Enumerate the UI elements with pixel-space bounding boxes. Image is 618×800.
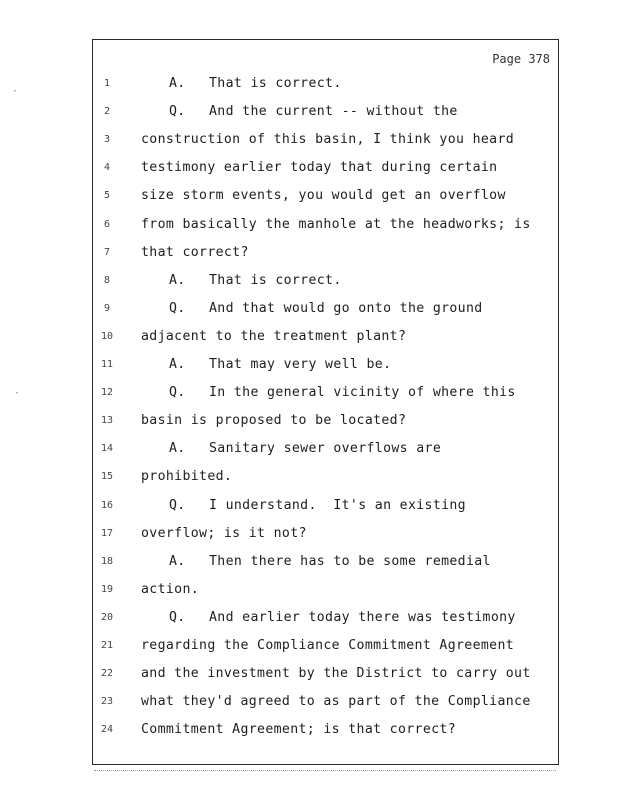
line-content: That may very well be.: [209, 357, 392, 372]
speaker-label: A.: [169, 272, 186, 288]
line-content: action.: [141, 581, 200, 597]
speaker-label: A.: [169, 76, 186, 91]
transcript-line: [93, 582, 560, 602]
line-number: 12: [100, 387, 114, 399]
transcript-line: [93, 245, 560, 265]
line-number: 7: [103, 246, 111, 258]
line-number: 20: [100, 611, 114, 623]
page-number: Page 378: [492, 52, 550, 66]
line-text: [169, 104, 458, 119]
line-number: 17: [100, 527, 114, 539]
transcript-line: [93, 76, 560, 96]
line-text: [169, 385, 516, 400]
line-content: prohibited.: [141, 469, 233, 485]
transcript-line: [93, 610, 560, 630]
line-content: construction of this basin, I think you heard: [141, 132, 515, 148]
line-number: 14: [100, 443, 114, 455]
transcript-line: [93, 301, 560, 321]
line-number: 2: [103, 106, 111, 118]
line-text: [141, 188, 506, 203]
speaker-label: Q.: [169, 104, 186, 120]
line-text: [141, 694, 531, 709]
line-number: 13: [100, 415, 114, 427]
speaker-label: A.: [169, 441, 186, 457]
transcript-line: [93, 469, 560, 489]
scan-speck: ·: [14, 388, 21, 399]
speaker-label: Q.: [169, 609, 186, 625]
line-content: Commitment Agreement; is that correct?: [141, 722, 457, 738]
speaker-label: A.: [169, 553, 186, 569]
line-text: [141, 469, 232, 484]
line-content: I understand. It's an existing: [209, 497, 466, 513]
line-content: That is correct.: [209, 272, 342, 288]
line-content: that correct?: [141, 244, 249, 260]
line-text: [169, 610, 516, 625]
line-number: 4: [103, 162, 111, 174]
line-text: [141, 245, 249, 260]
line-text: [141, 526, 307, 541]
transcript-line: [93, 413, 560, 433]
line-text: [141, 666, 531, 681]
line-content: from basically the manhole at the headworks; is: [141, 216, 531, 232]
transcript-line: [93, 357, 560, 377]
line-number: 8: [103, 274, 111, 286]
line-number: 18: [100, 555, 114, 567]
line-text: [169, 554, 491, 569]
line-number: 10: [100, 330, 114, 342]
speaker-label: A.: [169, 357, 186, 372]
speaker-label: Q.: [169, 497, 186, 513]
line-text: [169, 301, 483, 316]
line-content: Sanitary sewer overflows are: [209, 441, 442, 457]
transcript-line: [93, 188, 560, 208]
transcript-line: [93, 638, 560, 658]
line-number: 3: [103, 134, 111, 146]
line-text: [141, 160, 497, 175]
transcript-line: [93, 160, 560, 180]
line-content: regarding the Compliance Commitment Agreement: [141, 638, 515, 653]
footer-rule: [94, 770, 556, 771]
line-content: Then there has to be some remedial: [209, 553, 491, 569]
line-text: [169, 498, 466, 513]
line-content: size storm events, you would get an overflow: [141, 188, 506, 204]
transcript-line: [93, 722, 560, 742]
transcript-line: [93, 441, 560, 461]
line-content: adjacent to the treatment plant?: [141, 328, 407, 344]
line-content: And the current -- without the: [209, 104, 458, 120]
line-text: [141, 722, 456, 737]
line-number: 11: [100, 359, 114, 370]
line-content: And earlier today there was testimony: [209, 609, 516, 625]
line-number: 15: [100, 471, 114, 483]
scan-speck: ·: [12, 86, 19, 97]
line-text: [141, 132, 514, 147]
transcript-line: [93, 385, 560, 405]
line-content: testimony earlier today that during certain: [141, 160, 498, 176]
line-number: 24: [100, 724, 114, 736]
transcript-line: [93, 329, 560, 349]
transcript-line: [93, 104, 560, 124]
line-text: [141, 582, 199, 597]
speaker-label: Q.: [169, 385, 186, 401]
line-text: [169, 441, 441, 456]
line-text: [141, 217, 531, 232]
line-number: 19: [100, 583, 114, 595]
transcript-line: [93, 498, 560, 518]
line-text: [169, 273, 342, 288]
line-content: And that would go onto the ground: [209, 300, 483, 316]
transcript-line: [93, 273, 560, 293]
line-text: [141, 329, 406, 344]
transcript-line: [93, 217, 560, 237]
line-number: 21: [100, 640, 114, 651]
line-content: what they'd agreed to as part of the Compliance: [141, 694, 531, 710]
line-number: 9: [103, 302, 111, 314]
line-content: In the general vicinity of where this: [209, 385, 516, 401]
line-text: [141, 638, 514, 653]
transcript-line: [93, 132, 560, 152]
line-content: and the investment by the District to carry out: [141, 666, 531, 682]
line-content: overflow; is it not?: [141, 525, 307, 541]
line-number: 5: [103, 190, 111, 202]
line-text: [169, 76, 342, 91]
line-number: 23: [100, 696, 114, 708]
line-content: basin is proposed to be located?: [141, 413, 407, 429]
transcript-line: [93, 666, 560, 686]
transcript-page: [92, 39, 559, 765]
line-number: 22: [100, 668, 114, 680]
transcript-line: [93, 526, 560, 546]
transcript-line: [93, 554, 560, 574]
line-number: 16: [100, 499, 114, 511]
line-text: [169, 357, 391, 372]
line-number: 1: [103, 78, 111, 89]
transcript-line: [93, 694, 560, 714]
line-content: That is correct.: [209, 76, 342, 91]
line-number: 6: [103, 218, 111, 230]
speaker-label: Q.: [169, 300, 186, 316]
line-text: [141, 413, 406, 428]
